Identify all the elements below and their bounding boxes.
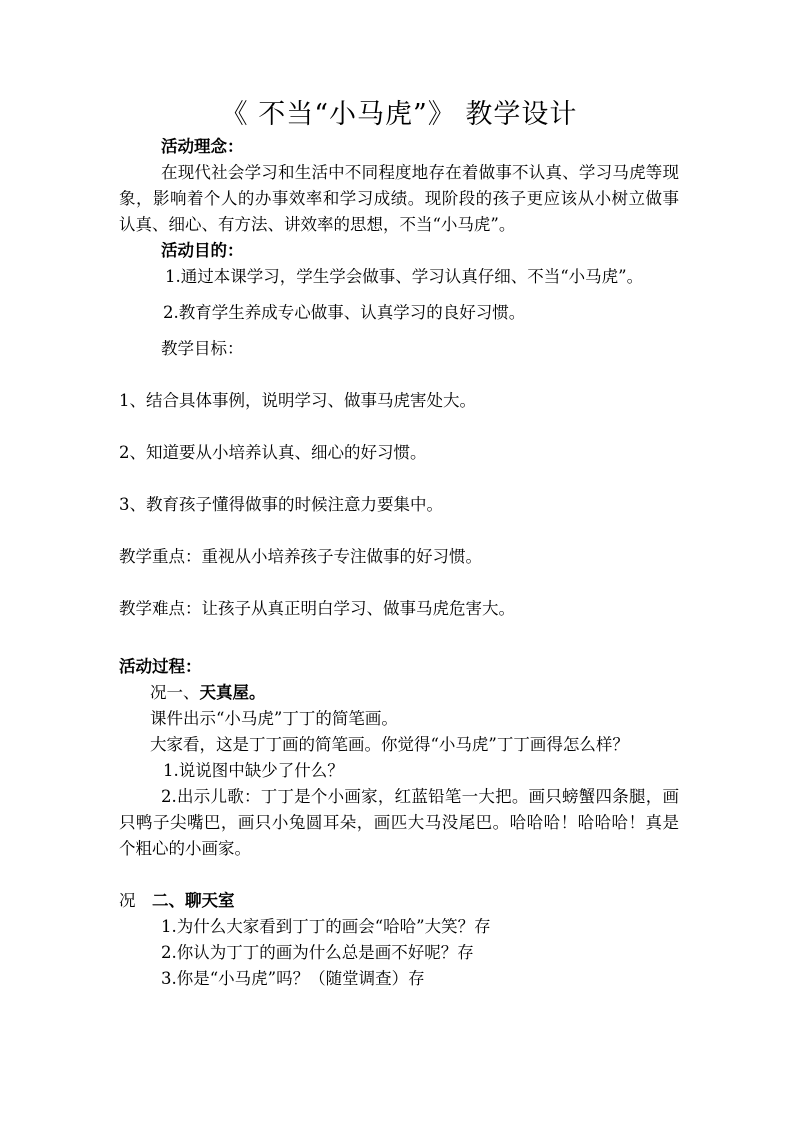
part2-question-3: 3.你是“小马虎”吗？（随堂调查）存 xyxy=(161,969,425,988)
part2-heading xyxy=(119,888,679,914)
part1-question-1: 1.说说图中缺少了什么？ xyxy=(163,761,344,780)
goals-item-1: 1、结合具体事例，说明学习、做事马虎害处大。 xyxy=(119,391,476,410)
goals-item-3: 3、教育孩子懂得做事的时候注意力要集中。 xyxy=(119,495,443,514)
part2-question-2: 2.你认为丁丁的画为什么总是画不好呢？存 xyxy=(161,943,474,962)
goals-heading: 教学目标： xyxy=(161,339,244,358)
part2-title: 二、聊天室 xyxy=(152,891,235,910)
purpose-item-1: 1.通过本课学习，学生学会做事、学习认真仔细、不当“小马虎”。 xyxy=(165,267,644,286)
process-heading: 活动过程： xyxy=(119,657,202,676)
part2-prefix: 况 xyxy=(119,891,152,910)
concept-heading: 活动理念： xyxy=(161,137,244,156)
part2-question-1: 1.为什么大家看到丁丁的画会“哈哈”大笑？存 xyxy=(161,917,491,936)
key-point: 教学重点：重视从小培养孩子专注做事的好习惯。 xyxy=(119,547,482,566)
difficulty: 教学难点：让孩子从真正明白学习、做事马虎危害大。 xyxy=(119,599,515,618)
part1-prefix: 况一、 xyxy=(150,683,200,702)
part1-title: 天真屋。 xyxy=(199,683,266,702)
goals-item-2: 2、知道要从小培养认真、细心的好习惯。 xyxy=(119,443,427,462)
part1-line-1: 课件出示“小马虎”丁丁的简笔画。 xyxy=(150,709,398,728)
purpose-item-2: 2.教育学生养成专心做事、认真学习的良好习惯。 xyxy=(163,303,526,322)
document-body xyxy=(119,96,679,992)
document-title: 《 不当“小马虎”》 教学设计 xyxy=(220,99,578,130)
concept-paragraph: 在现代社会学习和生活中不同程度地存在着做事不认真、学习马虎等现象，影响着个人的办事效率和学习成绩。现阶段的孩子更应该从小树立做事认真、细心、有方法、讲效率的思想，不当“小马虎”。 xyxy=(119,163,679,234)
part1-heading xyxy=(119,680,679,706)
part1-question-2: 2.出示儿歌：丁丁是个小画家，红蓝铅笔一大把。画只螃蟹四条腿，画只鸭子尖嘴巴，画只小兔圆耳朵，画匹大马没尾巴。哈哈哈！哈哈哈！真是个粗心的小画家。 xyxy=(119,787,679,858)
part1-line-2: 大家看，这是丁丁画的简笔画。你觉得“小马虎”丁丁画得怎么样？ xyxy=(150,735,629,754)
purpose-heading: 活动目的： xyxy=(161,241,244,260)
